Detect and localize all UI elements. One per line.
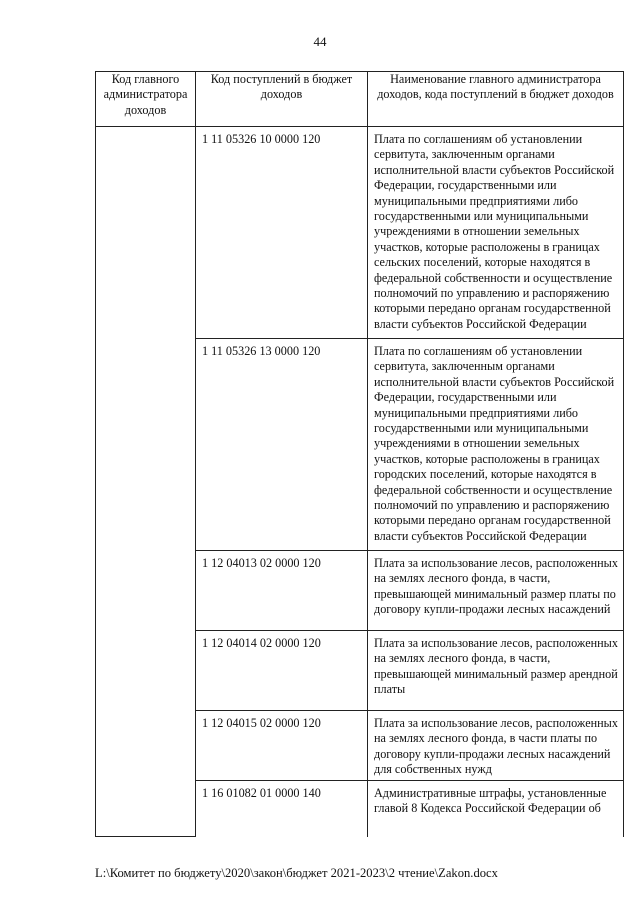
admin-code-cell [96, 127, 196, 837]
income-name-cell: Плата за использование лесов, расположенных на землях лесного фонда, в части, превышающей минимальный размер платы по договору купли-продажи лесных насаждений [368, 551, 624, 631]
table-row [96, 127, 624, 339]
income-code-cell: 1 16 01082 01 0000 140 [196, 780, 368, 837]
income-code-cell: 1 11 05326 13 0000 120 [196, 339, 368, 551]
budget-income-table [95, 71, 624, 837]
income-code-cell: 1 12 04013 02 0000 120 [196, 551, 368, 631]
header-name: Наименование главного администратора доходов, кода поступлений в бюджет доходов [368, 72, 624, 127]
income-code-cell: 1 12 04014 02 0000 120 [196, 631, 368, 711]
file-path-footer: L:\Комитет по бюджету\2020\закон\бюджет 2021-2023\2 чтение\Zakon.docx [95, 866, 498, 880]
income-name-cell: Плата по соглашениям об установлении сервитута, заключенным органами исполнительной власти субъектов Российской Федерации, государственными или муниципальными предприятиями либо государственными или муниципальными учреждениями в отношении земельных участков, которые расположены в границах сельских поселений, которые находятся в федеральной собственности и осуществление полномочий по управлению и распоряжению которыми передано органам государственной власти субъектов Российской Федерации [368, 127, 624, 339]
income-name-cell: Административные штрафы, установленные главой 8 Кодекса Российской Федерации об [368, 780, 624, 837]
income-name-cell: Плата за использование лесов, расположенных на землях лесного фонда, в части, превышающей минимальный размер арендной платы [368, 631, 624, 711]
header-income-code: Код поступлений в бюджет доходов [196, 72, 368, 127]
income-name-cell: Плата по соглашениям об установлении сервитута, заключенным органами исполнительной власти субъектов Российской Федерации, государственными или муниципальными предприятиями либо государственными или муниципальными учреждениями в отношении земельных участков, которые расположены в границах городских поселений, которые находятся в федеральной собственности и осуществление полномочий по управлению и распоряжению которыми передано органам государственной власти субъектов Российской Федерации [368, 339, 624, 551]
page-number: 44 [313, 34, 327, 49]
income-name-cell: Плата за использование лесов, расположенных на землях лесного фонда, в части платы по договору купли-продажи лесных насаждений для собственных нужд [368, 711, 624, 781]
income-code-cell: 1 12 04015 02 0000 120 [196, 711, 368, 781]
header-admin-code: Код главного администратора доходов [96, 72, 196, 127]
table-header-row [96, 72, 624, 127]
income-code-cell: 1 11 05326 10 0000 120 [196, 127, 368, 339]
